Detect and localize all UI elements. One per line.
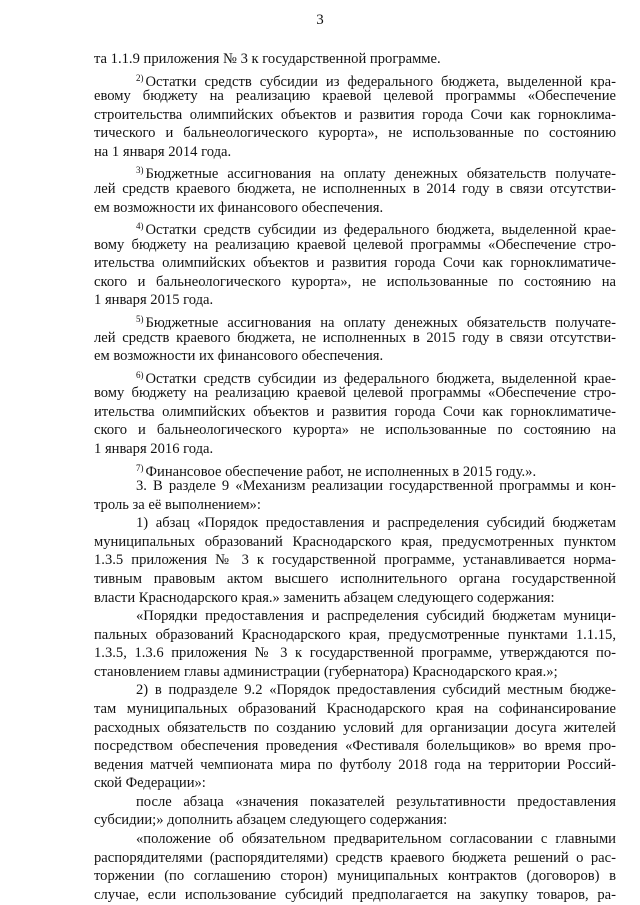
text-line	[136, 514, 616, 532]
line-text: муниципальных образований Краснодарского края, предусмотренных пунктом	[94, 533, 616, 550]
text-line	[94, 291, 213, 309]
line-text: на 1 января 2014 года.	[94, 143, 232, 160]
line-text: Остатки средств субсидии из федерального бюджета, выделенной кра-	[145, 73, 616, 90]
line-text: Бюджетные ассигнования на оплату денежных обязательств получате-	[145, 315, 616, 331]
line-text: «Порядки предоставления и распределения субсидий бюджетам муници-	[136, 608, 616, 625]
text-line	[94, 663, 558, 681]
text-line	[94, 254, 616, 272]
line-text: та 1.1.9 приложения № 3 к государственной программе.	[94, 51, 441, 67]
text-line	[94, 700, 616, 718]
text-line	[94, 570, 616, 588]
line-text: распорядителями (распорядителями) средств краевого бюджета решений о рас-	[94, 849, 616, 866]
line-text: 1.3.5, 1.3.6 приложения № 3 к государственной программе, утверждаются по-	[94, 645, 616, 662]
text-line	[94, 551, 616, 569]
footnote-marker: 4)	[136, 221, 144, 232]
text-line	[94, 626, 616, 644]
line-text: Остатки средств субсидии из федерального бюджета, выделенной крае-	[145, 222, 616, 239]
text-line	[94, 50, 441, 68]
text-line	[94, 589, 555, 607]
text-line	[94, 273, 616, 291]
text-line	[94, 811, 447, 829]
line-text: ской Федерации»:	[94, 775, 206, 792]
text-line	[94, 347, 383, 365]
text-line	[94, 719, 616, 737]
line-text: вому бюджету на реализацию краевой целевой программы «Обеспечение стро-	[94, 236, 616, 253]
line-text: Остатки средств субсидии из федерального бюджета, выделенной крае-	[145, 370, 616, 387]
footnote-marker: 2)	[136, 72, 144, 83]
line-text: 1.3.5 приложения № 3 к государственной программе, устанавливается норма-	[94, 552, 616, 569]
line-text: субсидии;» дополнить абзацем следующего содержания:	[94, 812, 448, 829]
line-text: пальных образований Краснодарского края, предусмотренные пунктами 1.1.15,	[94, 626, 616, 643]
text-line	[94, 403, 616, 421]
text-line	[136, 161, 616, 183]
text-line	[94, 87, 616, 105]
line-text: ем возможности их финансового обеспечения.	[94, 348, 384, 365]
line-text: власти Краснодарского края.» заменить абзацем следующего содержания:	[94, 589, 555, 606]
line-text: посредством обеспечения проведения «Фестиваля болельщиков» во время про-	[94, 738, 616, 755]
text-line	[94, 774, 206, 792]
line-text: вому бюджету на реализацию краевой целевой программы «Обеспечение стро-	[94, 385, 616, 402]
text-line	[136, 607, 616, 625]
text-line	[94, 180, 616, 198]
text-line	[94, 867, 616, 885]
text-line	[94, 886, 616, 904]
text-line	[94, 384, 616, 402]
text-line	[94, 329, 616, 347]
line-text: строительства олимпийских объектов и развития города Сочи как горноклима-	[94, 106, 616, 123]
text-line	[94, 199, 383, 217]
line-text: 1 января 2015 года.	[94, 292, 214, 309]
line-text: лей средств краевого бюджета, не исполненных в 2015 году в связи отсутстви-	[94, 329, 616, 346]
text-line	[136, 366, 616, 387]
text-line	[136, 217, 616, 239]
line-text: ительства олимпийских объектов и развития города Сочи как горноклиматиче-	[94, 403, 616, 420]
line-text: 3. В разделе 9 «Механизм реализации государственной программы и кон-	[136, 478, 616, 495]
text-line	[136, 69, 616, 90]
footnote-marker: 3)	[136, 165, 144, 176]
line-text: там муниципальных образований Краснодарского края на софинансирование	[94, 701, 616, 717]
text-line	[136, 477, 616, 495]
line-text: торжении (по соглашению сторон) муниципальных контрактов (договоров) в	[94, 868, 616, 885]
text-line	[94, 106, 616, 124]
footnote-marker: 5)	[136, 314, 144, 324]
line-text: после абзаца «значения показателей результативности предоставления	[136, 793, 616, 810]
text-line	[94, 849, 616, 867]
line-text: ительства олимпийских объектов и развития города Сочи как горноклиматиче-	[94, 255, 616, 272]
line-text: 1 января 2016 года.	[94, 441, 214, 457]
text-line	[94, 124, 616, 142]
text-line	[136, 793, 616, 811]
text-line	[94, 737, 616, 755]
line-text: троль за её выполнением»:	[94, 496, 261, 513]
line-text: 2) в подразделе 9.2 «Порядок предоставления субсидий местным бюдже-	[136, 682, 616, 699]
line-text: ского и бальнеологического курорта» не использованные по состоянию на	[94, 422, 616, 439]
text-line	[136, 681, 616, 699]
text-line	[94, 533, 616, 551]
line-text: ем возможности их финансового обеспечения.	[94, 199, 384, 216]
line-text: тивным правовым актом высшего исполнительного органа государственной	[94, 571, 616, 587]
text-line	[94, 421, 616, 439]
line-text: евому бюджету на реализацию краевой целевой программы «Обеспечение	[94, 88, 616, 105]
line-text: Финансовое обеспечение работ, не исполненных в 2015 году.».	[145, 463, 537, 480]
line-text: Бюджетные ассигнования на оплату денежных обязательств получате-	[145, 166, 616, 183]
text-line	[136, 459, 537, 480]
text-line	[136, 310, 616, 331]
page-number: 3	[316, 12, 324, 28]
line-text: «положение об обязательном предварительном согласовании с главными	[136, 830, 616, 847]
text-line	[94, 440, 213, 458]
text-line	[136, 830, 616, 848]
line-text: ведения матчей чемпионата мира по футболу 2018 года на территории Россий-	[94, 756, 616, 773]
text-line	[94, 143, 231, 161]
line-text: случае, если использование субсидий предполагается на закупку товаров, ра-	[94, 886, 616, 903]
text-line	[94, 644, 616, 662]
line-text: расходных обязательств по созданию условий для организации досуга жителей	[94, 719, 616, 736]
footnote-marker: 6)	[136, 369, 144, 380]
text-line	[94, 756, 616, 774]
line-text: становлением главы администрации (губернатора) Краснодарского края.»;	[94, 663, 558, 680]
line-text: лей средств краевого бюджета, не исполненных в 2014 году в связи отсутстви-	[94, 181, 616, 197]
line-text: ского и бальнеологического курорта», не использованные по состоянию на	[94, 273, 616, 290]
footnote-marker: 7)	[136, 462, 144, 473]
text-line	[94, 496, 261, 514]
line-text: тического и бальнеологического курорта», не использованные по состоянию	[94, 125, 616, 142]
line-text: 1) абзац «Порядок предоставления и распределения субсидий бюджетам	[136, 515, 616, 532]
text-line	[94, 236, 616, 254]
